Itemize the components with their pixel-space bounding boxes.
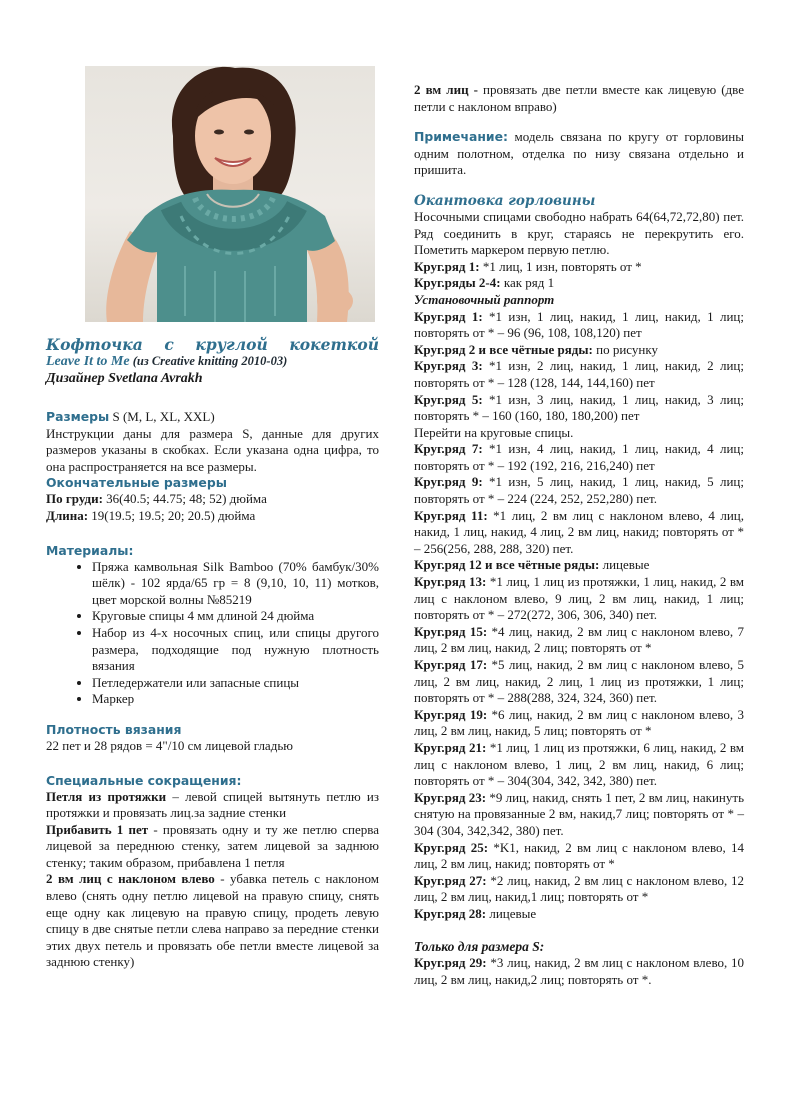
row-label: Круг.ряд 3: <box>414 358 483 374</box>
subtitle-source: (из Creative knitting 2010-03) <box>129 354 288 368</box>
row-label: Круг.ряд 2 и все чётные ряды: <box>414 341 593 357</box>
row-label: Круг.ряд 1: <box>414 258 480 274</box>
row-text: *1 изн, 2 лиц, накид, 1 лиц, накид, 2 лиц; повторять от * – 128 (128, 144, 144,160) пет <box>414 358 744 390</box>
row-text: *3 лиц, накид, 2 вм лиц с наклоном влево, 10 лиц, 2 вм лиц, накид,2 лиц; повторять от *. <box>414 955 744 987</box>
pattern-row <box>414 508 744 558</box>
abbr-term: Петля из протяжки <box>46 788 167 804</box>
abbr-text: – левой спицей вытянуть петлю из протяжки и провязать лиц.за задние стенки <box>46 788 379 821</box>
article-subtitle <box>46 353 379 370</box>
row-label: Круг.ряд 25: <box>414 839 489 855</box>
abbr-term: Прибавить 1 пет <box>46 821 149 837</box>
pattern-row <box>414 906 744 923</box>
setup-repeat-label: Установочный раппорт <box>414 291 555 307</box>
pattern-row <box>414 425 744 442</box>
row-label: Круг.ряд 5: <box>414 391 483 407</box>
designer-line: Дизайнер Svetlana Avrakh <box>46 371 203 386</box>
rows-group-b <box>414 309 744 923</box>
neckband-intro: Носочными спицами свободно набрать 64(64,72,72,80) пет. Ряд соединить в круг, стараясь не перекрутить его. Пометить маркером первую петлю. <box>414 208 744 258</box>
pattern-row <box>414 275 744 292</box>
length-value: 19(19.5; 19.5; 20; 20.5) дюйма <box>88 507 256 523</box>
row-text: *9 лиц, накид, снять 1 пет, 2 вм лиц, накинуть снятую на провязанные 2 вм, накид,7 лиц; повторять от * – 304 (304, 342,342, 380) пет. <box>414 789 744 838</box>
abbr-text: - убавка петель с наклоном влево (снять одну петлю лицевой на правую спицу, снять еще одну как лицевую на правую спицу, продеть левую спицу в две снятые петли слева направо за передние стенки этих двух петель и провязать обе петли вместе лицевой за заднюю стенку) <box>46 871 379 970</box>
subtitle-main: Leave It to Me <box>46 354 130 369</box>
row-text: *1 лиц, 1 лиц из протяжки, 1 лиц, накид, 2 вм лиц с наклоном влево, 9 лиц, 2 вм лиц, накид, 1 лиц; повторять от * – 272(272, 306, 306, 340) пет. <box>414 574 744 623</box>
chest-label: По груди: <box>46 491 103 507</box>
row-text: как ряд 1 <box>500 275 555 291</box>
pattern-row <box>414 740 744 790</box>
row-text: *1 изн, 5 лиц, накид, 1 лиц, накид, 5 лиц; повторять от * – 224 (224, 252, 252,280) пет. <box>414 474 744 507</box>
abbr-text: провязать две петли вместе как лицевую (две петли с наклоном вправо) <box>414 82 745 114</box>
pattern-row <box>414 441 744 474</box>
final-sizes-heading: Окончательные размеры <box>46 475 227 491</box>
pattern-row <box>414 707 744 740</box>
pattern-row <box>414 358 744 391</box>
row-text: Перейти на круговые спицы. <box>414 424 574 440</box>
row-label: Круг.ряд 21: <box>414 739 487 755</box>
neckband-heading: Окантовка горловины <box>414 192 596 209</box>
row-text: *6 лиц, накид, 2 вм лиц с наклоном влево, 3 лиц, 2 вм лиц, накид, 5 лиц; повторять от * <box>414 706 745 739</box>
pattern-row <box>414 392 744 425</box>
pattern-row <box>414 955 744 988</box>
row-text: *1 изн, 1 лиц, накид, 1 лиц, накид, 1 лиц; повторять от * – 96 (96, 108, 108,120) пет <box>414 308 744 341</box>
left-column <box>46 336 379 971</box>
pattern-row <box>414 474 744 507</box>
row-label: Круг.ряд 13: <box>414 574 487 590</box>
material-item: • Пряжа камвольная Silk Bamboo (70% бамбук/30% шёлк) - 102 ярда/65 гр = 8 (9,10, 10, 11) мотков, цвет морской волны №85219 <box>92 559 379 609</box>
note-text: модель связана по кругу от горловины одним полотном, отделка по низу связана отдельно и пришита. <box>414 129 744 178</box>
pattern-row <box>414 259 744 276</box>
row-label: Круг.ряд 7: <box>414 441 483 457</box>
sizes-text: Инструкции даны для размера S, данные для других размеров указаны в скобках. Если указана одна цифра, то она распространяется на все размеры. <box>46 425 379 474</box>
pattern-row <box>414 574 744 624</box>
abbr-term: 2 вм лиц с наклоном влево <box>46 871 215 887</box>
row-label: Круг.ряд 12 и все чётные ряды: <box>414 557 600 573</box>
only-size-s-heading: Только для размера S: <box>414 938 545 954</box>
pattern-row <box>414 657 744 707</box>
material-item: • Петледержатели или запасные спицы <box>92 675 379 692</box>
row-text: лицевые <box>486 905 537 921</box>
row-label: Круг.ряд 19: <box>414 706 488 722</box>
pattern-row <box>414 557 744 574</box>
row-label: Круг.ряд 23: <box>414 789 487 805</box>
abbr-item <box>46 822 379 872</box>
materials-list <box>46 559 379 708</box>
row-label: Круг.ряд 17: <box>414 657 488 672</box>
article-title: Кофточка с круглой кокеткой <box>46 335 379 354</box>
row-label: Круг.ряд 1: <box>414 308 483 324</box>
gauge-heading: Плотность вязания <box>46 721 182 737</box>
abbr-item <box>46 789 379 822</box>
row-text: лицевые <box>599 557 650 573</box>
chest-line <box>46 491 379 508</box>
length-label: Длина: <box>46 507 89 523</box>
pattern-row <box>414 624 744 657</box>
row-label: Круг.ряд 15: <box>414 623 488 639</box>
row-label: Круг.ряд 29: <box>414 955 487 971</box>
rows-group-a <box>414 259 744 292</box>
pattern-row <box>414 342 744 359</box>
row-text: *5 лиц, накид, 2 вм лиц с наклоном влево, 5 лиц, 2 вм лиц, накид, 2 лиц, 1 лиц из протяжки, 1 лиц; повторять от * – 288(288, 324, 324, 360) пет. <box>414 657 745 706</box>
model-photo <box>85 66 375 322</box>
note-paragraph <box>414 129 744 179</box>
material-item: • Маркер <box>92 691 379 708</box>
sizes-label: Размеры <box>46 409 110 424</box>
row-text: *1 изн, 4 лиц, накид, 1 лиц, накид, 4 лиц; повторять от * – 192 (192, 216, 216,240) пет <box>414 441 744 473</box>
right-column <box>414 82 744 988</box>
material-item: • Круговые спицы 4 мм длиной 24 дюйма <box>92 608 379 625</box>
row-text: *1 лиц, 1 изн, повторять от * <box>479 258 642 274</box>
row-text: *2 лиц, накид, 2 вм лиц с наклоном влево, 12 лиц, 2 вм лиц, накид,1 лиц; повторять от * <box>414 872 744 905</box>
photo-illustration <box>85 66 375 322</box>
abbr-item-cont <box>414 82 744 115</box>
pattern-row <box>414 790 744 840</box>
note-label: Примечание: <box>414 129 508 145</box>
sizes-line <box>46 409 379 426</box>
row-text: *1 изн, 3 лиц, накид, 1 лиц, накид, 3 лиц; повторять * – 160 (160, 180, 180,200) пет <box>414 391 744 424</box>
chest-value: 36(40.5; 44.75; 48; 52) дюйма <box>102 491 267 507</box>
row-label: Круг.ряд 27: <box>414 872 487 888</box>
pattern-row <box>414 840 744 873</box>
abbreviations-heading: Специальные сокращения: <box>46 772 242 788</box>
abbr-term: 2 вм лиц - <box>414 82 478 97</box>
pattern-row <box>414 309 744 342</box>
abbr-item <box>46 871 379 971</box>
length-line <box>46 508 379 525</box>
material-item: • Набор из 4-х носочных спиц, или спицы другого размера, подходящие под нужную плотность вязания <box>92 625 379 675</box>
pattern-row <box>414 873 744 906</box>
row-text: *K1, накид, 2 вм лиц с наклоном влево, 14 лиц, 2 вм лиц, накид; повторять от * <box>414 839 744 872</box>
row-label: Круг.ряд 11: <box>414 507 488 523</box>
materials-heading: Материалы: <box>46 542 134 558</box>
row-label: Круг.ряды 2-4: <box>414 275 501 291</box>
row-label: Круг.ряд 28: <box>414 905 487 921</box>
row-text: по рисунку <box>592 341 658 357</box>
sizes-value: S (M, L, XL, XXL) <box>109 409 215 424</box>
gauge-text: 22 пет и 28 рядов = 4"/10 см лицевой гладью <box>46 737 293 753</box>
row-text: *1 лиц, 1 лиц из протяжки, 6 лиц, накид, 2 вм лиц с наклоном влево, 1 лиц, 2 вм лиц, накид, 6 лиц; повторять от * – 304(304, 342, 342, 380) пет. <box>414 739 744 789</box>
row-text: *4 лиц, накид, 2 вм лиц с наклоном влево, 7 лиц, 2 вм лиц, накид, 2 лиц; повторять от * <box>414 623 745 656</box>
row-label: Круг.ряд 9: <box>414 474 483 490</box>
abbr-text: - провязать одну и ту же петлю сперва лицевой за переднюю стенку, затем лицевой за заднюю стенку; таким образом, прибавлена 1 петля <box>46 821 379 870</box>
row-text: *1 лиц, 2 вм лиц с наклоном влево, 4 лиц, накид, 1 лиц, накид, 4 лиц, 2 вм лиц, накид; повторять от * – 256(256, 288, 288, 320) пет. <box>414 507 745 556</box>
